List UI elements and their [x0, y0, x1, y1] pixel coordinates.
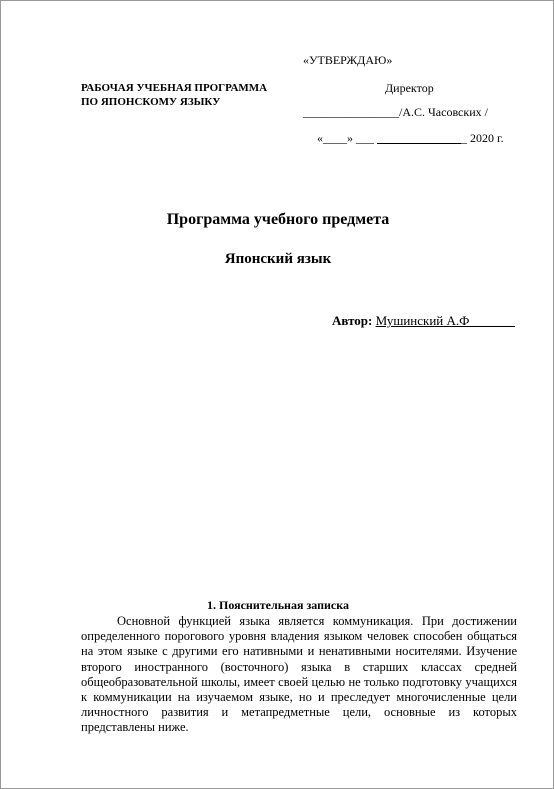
date-day-blank: «____» ___ [317, 131, 374, 145]
author-label: Автор: [332, 313, 373, 328]
author-name: Мушинский А.Ф_______ [375, 313, 515, 328]
author-line [332, 313, 515, 329]
date-year: _ 2020 г. [461, 131, 504, 145]
date-month-blank: ______________ [377, 131, 461, 145]
date-line [317, 131, 504, 146]
subject-title: Программа учебного предмета [166, 211, 390, 228]
program-title-line-1: РАБОЧАЯ УЧЕБНАЯ ПРОГРАММА [81, 82, 268, 94]
signature-blank: ________________ [303, 105, 399, 119]
signature-name: /А.С. Часовских / [399, 105, 488, 119]
program-title-line-2: ПО ЯПОНСКОМУ ЯЗЫКУ [81, 96, 221, 108]
language-title: Японский язык [224, 251, 332, 267]
signature-line [303, 105, 488, 120]
section-body: Основной функцией языка является коммуникация. При достижении определенного порогового уровня владения языком человек способен общаться на этом языке с другими его нативными и ненативными носителями. Изучение второго иностранного (восточного) языка в старших классах средней общеобразовательной школы, имеет своей целью не только подготовку учащихся к коммуникации на изучаемом языке, но и преследует многочисленные цели личностного развития и метапредметные цели, основные из которых представлены ниже. [81, 614, 517, 735]
approval-stamp-text: «УТВЕРЖДАЮ» [303, 53, 393, 67]
director-label: Директор [385, 81, 434, 95]
section-heading: 1. Пояснительная записка [206, 598, 349, 612]
program-title [81, 81, 267, 109]
